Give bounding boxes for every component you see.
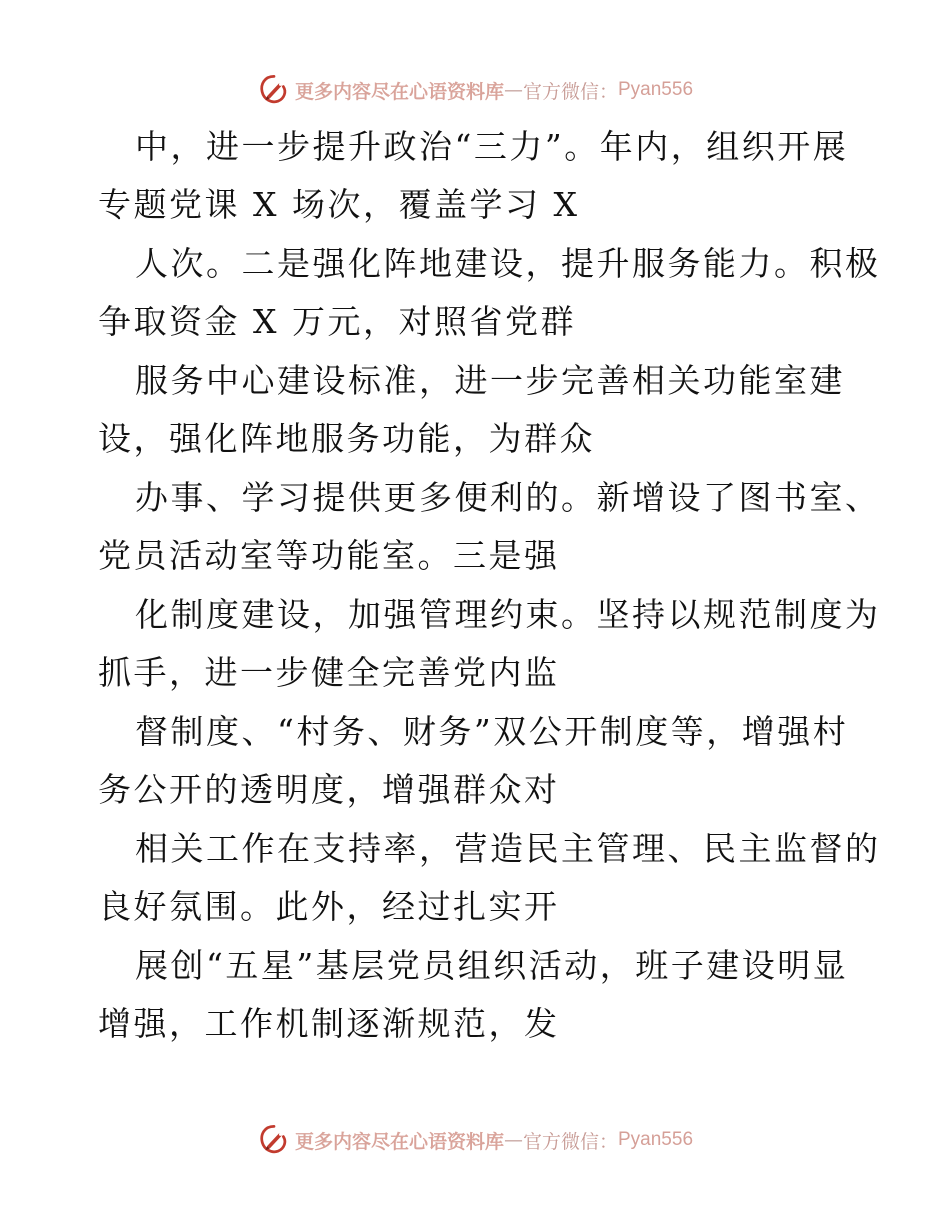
text-line: 专题党课 X 场次，覆盖学习 X [98, 185, 580, 224]
footer-banner [0, 1120, 950, 1160]
text-line: 争取资金 X 万元，对照省党群 [98, 302, 576, 341]
text-line: 人次。二是强化阵地建设，提升服务能力。积极 [135, 244, 881, 283]
banner-wechat-id: Pyan556 [618, 79, 694, 100]
pen-swirl-logo-icon [257, 73, 291, 107]
text-line: 服务中心建设标准，进一步完善相关功能室建 [135, 361, 845, 400]
text-line: 务公开的透明度，增强群众对 [98, 770, 560, 809]
text-line: 中，进一步提升政治“三力”。年内，组织开展 [135, 127, 849, 166]
banner-wechat-label: 官方微信： [522, 80, 618, 103]
text-line: 办事、学习提供更多便利的。新增设了图书室、 [135, 478, 881, 517]
text-line: 督制度、“村务、财务”双公开制度等，增强村 [135, 712, 849, 751]
text-line: 展创“五星”基层党员组织活动，班子建设明显 [135, 946, 849, 985]
banner-site-text: 更多内容尽在心语资料库 [294, 1130, 504, 1153]
text-line: 增强，工作机制逐渐规范，发 [98, 1004, 560, 1043]
text-line: 化制度建设，加强管理约束。坚持以规范制度为 [135, 595, 881, 634]
banner-separator: — [503, 1129, 523, 1151]
banner-site-text: 更多内容尽在心语资料库 [294, 80, 504, 103]
text-line: 相关工作在支持率，营造民主管理、民主监督的 [135, 829, 881, 868]
banner-separator: — [503, 79, 523, 101]
banner-wechat-label: 官方微信： [522, 1130, 618, 1153]
text-line: 设，强化阵地服务功能，为群众 [98, 419, 595, 458]
text-line: 抓手，进一步健全完善党内监 [98, 653, 560, 692]
text-line: 党员活动室等功能室。三是强 [98, 536, 560, 575]
banner-wechat-id: Pyan556 [618, 1129, 694, 1150]
pen-swirl-logo-icon [257, 1123, 291, 1157]
text-line: 良好氛围。此外，经过扎实开 [98, 887, 560, 926]
header-banner [0, 70, 950, 110]
